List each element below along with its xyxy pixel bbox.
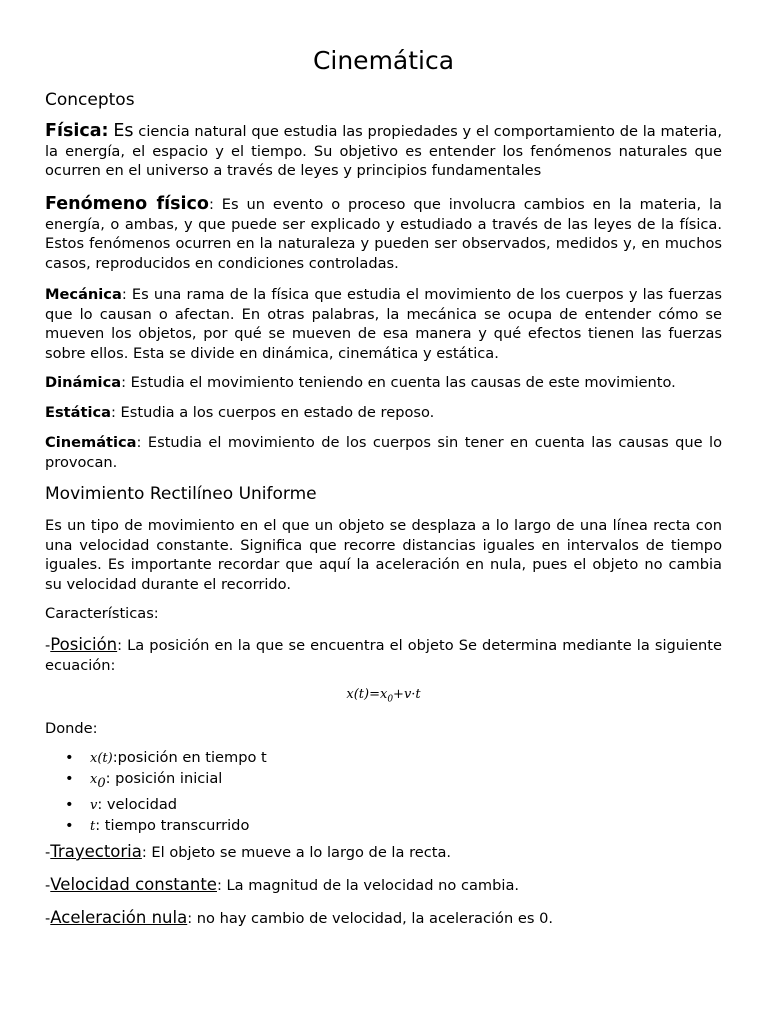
bullet-icon: • (65, 795, 74, 813)
definition-aceleracion: : no hay cambio de velocidad, la aceleración es 0. (187, 910, 554, 927)
variable-symbol: x (90, 772, 98, 788)
term-trayectoria: Trayectoria (50, 842, 142, 861)
variable-symbol: x(t) (90, 751, 113, 766)
term-fisica: Física: (45, 121, 109, 141)
bullet-icon: • (65, 770, 74, 788)
bullet-icon: • (65, 749, 74, 766)
list-item (45, 769, 267, 794)
paragraph-trayectoria (45, 842, 722, 863)
position-equation (45, 687, 722, 705)
variable-symbol: v (90, 797, 98, 813)
dash: - (45, 910, 51, 927)
variables-list (45, 748, 267, 837)
section-heading-conceptos: Conceptos (45, 90, 135, 110)
term-estatica: Estática (45, 404, 111, 421)
paragraph-fenomeno (45, 195, 722, 273)
equation-lhs: x(t) (346, 687, 370, 702)
term-fenomeno: Fenómeno físico (45, 194, 209, 214)
definition-trayectoria: : El objeto se mueve a lo largo de la recta. (141, 844, 452, 861)
label-caracteristicas: Características: (45, 605, 159, 622)
paragraph-dinamica (45, 373, 722, 393)
variable-symbol: t (90, 818, 96, 834)
dash: - (45, 877, 51, 894)
variable-description: :posición en tiempo t (112, 749, 267, 766)
paragraph-aceleracion (45, 908, 722, 929)
term-aceleracion: Aceleración nula (50, 908, 188, 927)
list-item (45, 795, 267, 816)
definition-fenomeno: : Es un evento o proceso que involucra cambios en la materia, la energía, o ambas, y que puede ser explicado y estudiado a través de las leyes de la física. Estos fenómenos ocurren en la naturaleza y pueden ser observados, medidos y, en muchos casos, reproducidos en condiciones controladas. (45, 196, 722, 272)
term-dinamica: Dinámica (45, 374, 122, 391)
fisica-lead: Es (113, 121, 134, 141)
term-mecanica: Mecánica (45, 286, 122, 303)
bullet-icon: • (65, 816, 74, 834)
label-donde: Donde: (45, 720, 98, 737)
variable-description: : tiempo transcurrido (95, 816, 250, 834)
variable-description: : velocidad (97, 795, 178, 813)
paragraph-estatica (45, 403, 722, 423)
variable-subscript: 0 (97, 776, 106, 792)
dash: - (45, 844, 51, 861)
list-item (45, 816, 267, 837)
list-item (45, 748, 267, 769)
definition-estatica: : Estudia a los cuerpos en estado de reposo. (110, 404, 435, 421)
equation-rhs: +v·t (393, 687, 421, 702)
paragraph-velocidad (45, 875, 722, 896)
definition-dinamica: : Estudia el movimiento teniendo en cuenta las causas de este movimiento. (121, 374, 676, 391)
paragraph-cinematica (45, 433, 722, 472)
equation-x: x (379, 687, 388, 702)
definition-velocidad: : La magnitud de la velocidad no cambia. (216, 877, 520, 894)
dash: - (45, 637, 51, 654)
term-cinematica: Cinemática (45, 434, 137, 451)
definition-fisica: ciencia natural que estudia las propiedades y el comportamiento de la materia, la energía, el espacio y el tiempo. Su objetivo es entender los fenómenos naturales que ocurren en el universo a través de leyes y principios fundamentales (45, 123, 722, 180)
variable-description: : posición inicial (105, 770, 223, 788)
paragraph-mecanica (45, 285, 722, 363)
section-heading-mru: Movimiento Rectilíneo Uniforme (45, 484, 317, 504)
paragraph-fisica (45, 122, 722, 181)
term-posicion: Posición (50, 635, 118, 654)
term-velocidad: Velocidad constante (50, 875, 217, 894)
paragraph-posicion (45, 635, 722, 675)
definition-cinematica: : Estudia el movimiento de los cuerpos sin tener en cuenta las causas que lo provocan. (45, 434, 722, 471)
equation-subscript: 0 (387, 694, 394, 705)
page-title: Cinemática (312, 46, 455, 75)
definition-posicion: : La posición en la que se encuentra el objeto Se determina mediante la siguiente ecuación: (45, 637, 722, 674)
paragraph-mru-intro: Es un tipo de movimiento en el que un objeto se desplaza a lo largo de una línea recta con una velocidad constante. Significa que recorre distancias iguales en intervalos de tiempo iguales. Es importante recordar que aquí la aceleración en nula, pues el objeto no cambia su velocidad durante el recorrido. (45, 517, 722, 593)
equation-equals: = (369, 687, 380, 702)
definition-mecanica: : Es una rama de la física que estudia el movimiento de los cuerpos y las fuerzas que lo causan o afectan. En otras palabras, la mecánica se ocupa de entender cómo se mueven los objetos, por qué se mueven de esa manera y qué efectos tienen las fuerzas sobre ellos. Esta se divide en dinámica, cinemática y estática. (45, 286, 722, 362)
